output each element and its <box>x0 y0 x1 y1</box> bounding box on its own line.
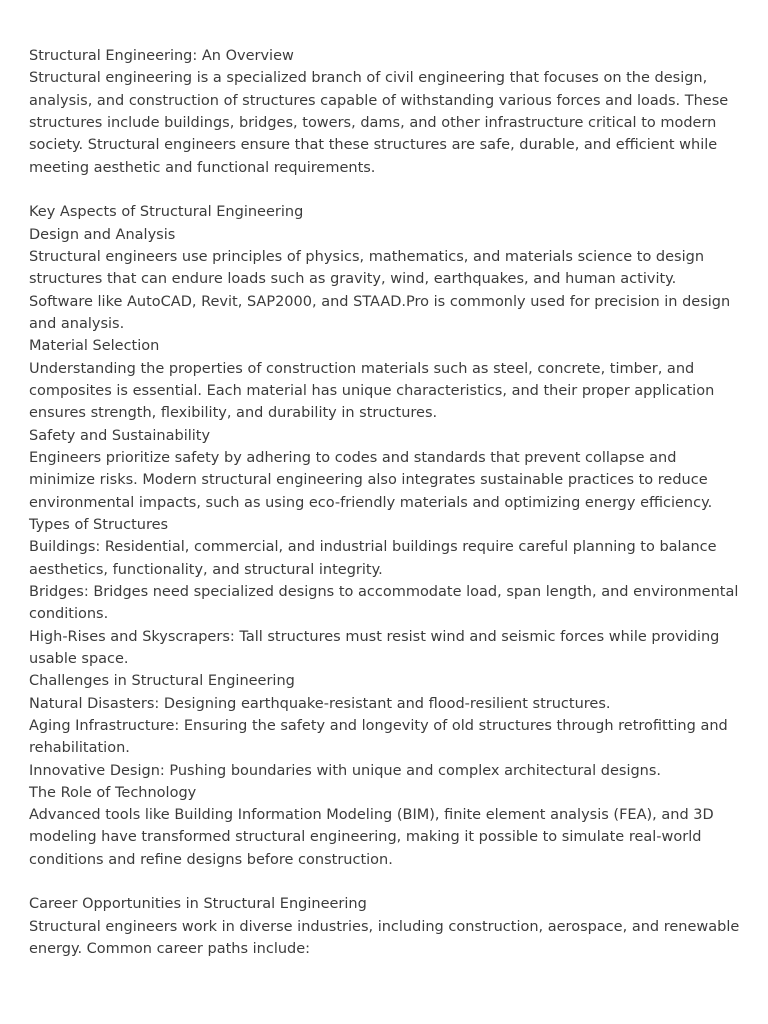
design-heading: Design and Analysis <box>29 226 176 243</box>
document-body <box>29 45 744 960</box>
challenges-heading: Challenges in Structural Engineering <box>29 673 295 690</box>
blank-line <box>29 179 741 201</box>
blank-line <box>29 871 741 893</box>
key-aspects-heading: Key Aspects of Structural Engineering <box>29 204 304 221</box>
types-highrises: High-Rises and Skyscrapers: Tall structures must resist wind and seismic forces while providing usable space. <box>29 628 724 667</box>
career-paragraph: Structural engineers work in diverse industries, including construction, aerospace, and renewable energy. Common career paths include: <box>29 918 744 958</box>
document-title: Structural Engineering: An Overview <box>29 48 294 64</box>
career-heading: Career Opportunities in Structural Engineering <box>29 896 367 913</box>
material-paragraph: Understanding the properties of construction materials such as steel, concrete, timber, and composites is essential. Each material has unique characteristics, and their proper application ensures strength, flexibility, and durability in structures. <box>29 360 719 422</box>
types-heading: Types of Structures <box>29 516 169 533</box>
technology-paragraph: Advanced tools like Building Information Modeling (BIM), finite element analysis (FEA), and 3D modeling have transformed structural engineering, making it possible to simulate real-world conditions and refine designs before construction. <box>29 807 719 868</box>
design-paragraph: Structural engineers use principles of physics, mathematics, and materials science to design structures that can endure loads such as gravity, wind, earthquakes, and human activity. Software like AutoCAD, Revit, SAP2000, and STAAD.Pro is commonly used for precision in design and analysis. <box>29 248 735 332</box>
safety-paragraph: Engineers prioritize safety by adhering to codes and standards that prevent collapse and minimize risks. Modern structural engineering also integrates sustainable practices to reduce environmental impacts, such as using eco-friendly materials and optimizing energy efficiency. <box>29 449 713 511</box>
challenges-disasters: Natural Disasters: Designing earthquake-resistant and flood-resilient structures. <box>29 695 611 712</box>
types-bridges: Bridges: Bridges need specialized designs to accommodate load, span length, and environmental conditions. <box>29 583 743 623</box>
safety-heading: Safety and Sustainability <box>29 427 211 444</box>
challenges-innovative: Innovative Design: Pushing boundaries with unique and complex architectural designs. <box>29 762 662 779</box>
types-buildings: Buildings: Residential, commercial, and industrial buildings require careful planning to balance aesthetics, functionality, and structural integrity. <box>29 539 722 578</box>
technology-heading: The Role of Technology <box>29 784 197 801</box>
intro-paragraph: Structural engineering is a specialized branch of civil engineering that focuses on the design, analysis, and construction of structures capable of withstanding various forces and loads. These structures include buildings, bridges, towers, dams, and other infrastructure critical to modern society. Structural engineers ensure that these structures are safe, durable, and efficient while meeting aesthetic and functional requirements. <box>29 70 733 176</box>
challenges-aging: Aging Infrastructure: Ensuring the safety and longevity of old structures through retrofitting and rehabilitation. <box>29 717 733 757</box>
material-heading: Material Selection <box>29 338 160 355</box>
